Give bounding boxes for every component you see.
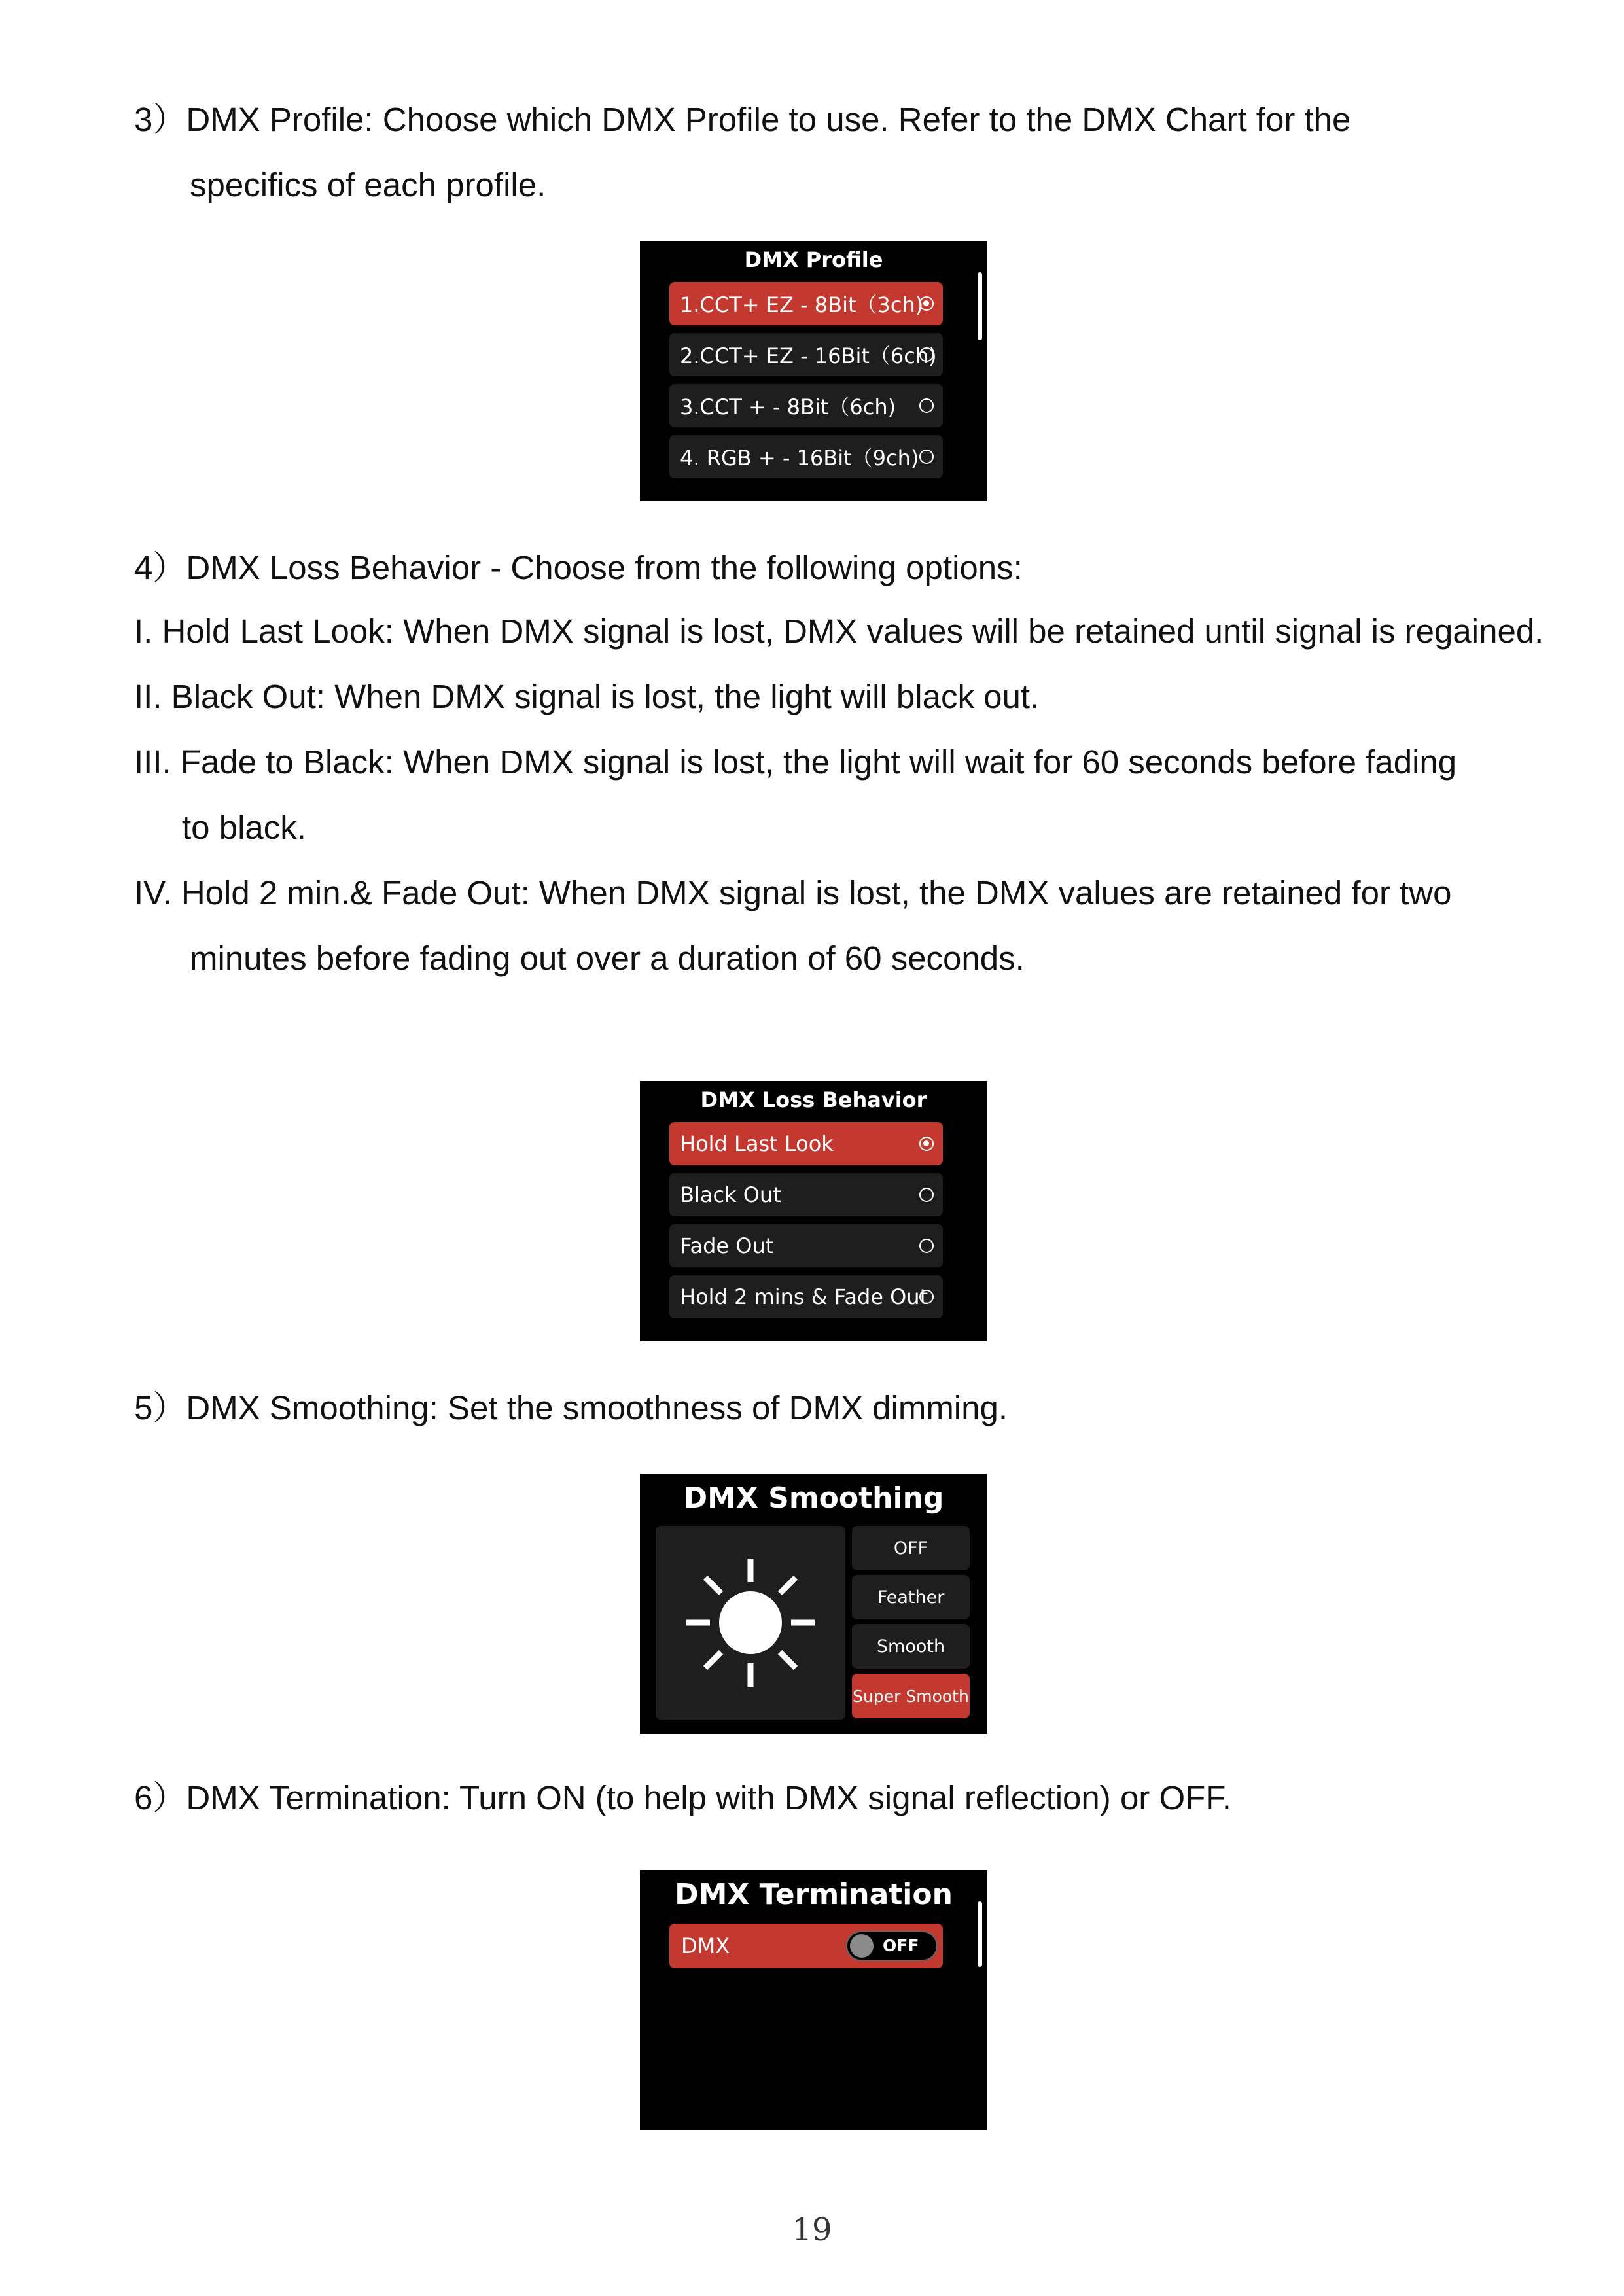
scrollbar[interactable]	[978, 272, 982, 340]
profile-option-1[interactable]	[669, 282, 943, 325]
loss-option-hold-2-mins-fade-out[interactable]	[669, 1275, 943, 1318]
loss-option-fade-out[interactable]	[669, 1224, 943, 1267]
radio-unselected-icon	[919, 1290, 934, 1304]
dmx-profile-screen	[640, 241, 987, 501]
section5-heading: 5）DMX Smoothing: Set the smoothness of DMX dimming.	[134, 1389, 1008, 1426]
page-number: 19	[792, 2212, 832, 2248]
termination-toggle[interactable]	[846, 1931, 938, 1961]
option-label: Fade Out	[680, 1233, 774, 1258]
option-label: 4. RGB + - 16Bit（9ch)	[680, 446, 919, 470]
dmx-loss-behavior-screen	[640, 1081, 987, 1341]
loss-option-hold-last-look[interactable]	[669, 1122, 943, 1165]
radio-unselected-icon	[919, 347, 934, 362]
profile-option-3[interactable]	[669, 384, 943, 427]
radio-unselected-icon	[919, 398, 934, 413]
screen-title: DMX Profile	[744, 247, 883, 272]
option-label: Black Out	[680, 1182, 781, 1207]
screen-title: DMX Loss Behavior	[700, 1087, 927, 1112]
smoothing-option-feather[interactable]: Feather	[852, 1575, 970, 1619]
loss-option-black-out[interactable]	[669, 1173, 943, 1216]
smoothing-option-super-smooth[interactable]: Super Smooth	[852, 1674, 970, 1718]
smoothing-option-smooth[interactable]: Smooth	[852, 1624, 970, 1669]
option-label: 3.CCT + - 8Bit（6ch)	[680, 395, 896, 419]
radio-selected-icon	[919, 296, 934, 311]
screen-title: DMX Smoothing	[683, 1481, 944, 1515]
loss-option-3-text-cont: to black.	[182, 809, 306, 846]
smoothing-option-off[interactable]: OFF	[852, 1526, 970, 1570]
radio-unselected-icon	[919, 1239, 934, 1253]
dmx-smoothing-screen	[640, 1474, 987, 1734]
screen-title: DMX Termination	[675, 1878, 953, 1911]
dmx-termination-row[interactable]	[669, 1924, 943, 1968]
section6-heading: 6）DMX Termination: Turn ON (to help with DMX signal reflection) or OFF.	[134, 1779, 1231, 1816]
loss-option-4-text: IV. Hold 2 min.& Fade Out: When DMX signal is lost, the DMX values are retained for two	[134, 874, 1452, 911]
option-label: Hold Last Look	[680, 1131, 834, 1156]
option-label: Hold 2 mins & Fade Out	[680, 1284, 928, 1309]
sun-icon	[656, 1526, 845, 1720]
radio-selected-icon	[919, 1137, 934, 1151]
preview-panel	[656, 1526, 845, 1720]
option-label: 2.CCT+ EZ - 16Bit（6ch)	[680, 344, 937, 368]
profile-option-4[interactable]	[669, 435, 943, 478]
profile-option-2[interactable]	[669, 333, 943, 376]
section3-line2: specifics of each profile.	[190, 166, 546, 203]
loss-option-1-text: I. Hold Last Look: When DMX signal is lost, DMX values will be retained until signal is regained.	[134, 612, 1544, 650]
dmx-termination-screen	[640, 1870, 987, 2130]
row-label: DMX	[681, 1934, 730, 1958]
toggle-state-label: OFF	[883, 1936, 919, 1955]
toggle-knob	[850, 1934, 874, 1958]
option-label: 1.CCT+ EZ - 8Bit（3ch)	[680, 292, 924, 317]
radio-unselected-icon	[919, 450, 934, 464]
radio-unselected-icon	[919, 1188, 934, 1202]
loss-option-3-text: III. Fade to Black: When DMX signal is lost, the light will wait for 60 seconds before fading	[134, 743, 1457, 781]
section3-line1: 3）DMX Profile: Choose which DMX Profile to use. Refer to the DMX Chart for the	[134, 101, 1351, 138]
scrollbar[interactable]	[978, 1901, 982, 1967]
loss-option-4-text-cont: minutes before fading out over a duration of 60 seconds.	[190, 940, 1025, 977]
loss-option-2-text: II. Black Out: When DMX signal is lost, the light will black out.	[134, 678, 1040, 715]
section4-heading: 4）DMX Loss Behavior - Choose from the following options:	[134, 549, 1023, 586]
